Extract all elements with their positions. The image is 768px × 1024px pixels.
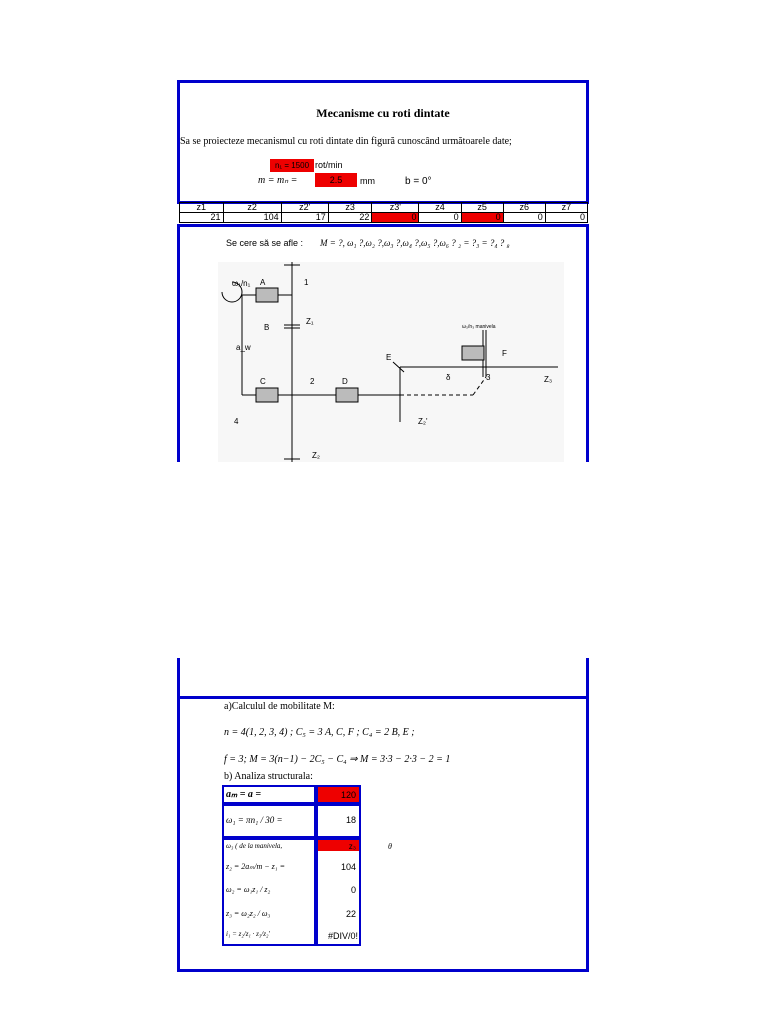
z-table xyxy=(179,202,588,223)
fig-label-omega3: ω₃/n₃ manivela xyxy=(462,324,496,330)
page-title: Mecanisme cu roti dintate xyxy=(316,106,450,120)
analysis-value: 18 xyxy=(345,815,356,825)
fig-label-aw: a_w xyxy=(236,343,251,352)
z-value-cell[interactable]: 0 xyxy=(419,213,461,223)
z-header: z2' xyxy=(281,203,328,213)
z-value-cell[interactable]: 21 xyxy=(180,213,224,223)
section-b-heading: b) Analiza structurala: xyxy=(224,771,313,782)
fig-label-3: 3 xyxy=(486,373,491,382)
page2-right-border xyxy=(586,658,589,972)
separator-line xyxy=(177,224,589,227)
analysis-label: ω₃ ( de la manivela, xyxy=(226,842,283,850)
m-unit: mm xyxy=(360,176,375,186)
theta-symbol: θ xyxy=(388,842,392,851)
fig-label-E: E xyxy=(386,353,392,362)
z-header: z7 xyxy=(545,203,587,213)
analysis-label: aₘ = a = xyxy=(226,789,262,800)
z-value-cell[interactable]: 0 xyxy=(503,213,545,223)
analysis-label: z₂ = 2aₘ/m − z₁ = xyxy=(226,862,285,871)
analysis-label: ω₁ = πn₁ / 30 = xyxy=(226,815,283,825)
z-value-cell[interactable]: 22 xyxy=(328,213,372,223)
analysis-label: i₁ = z₂/z₁ · z₃/z₂' xyxy=(226,930,270,938)
fig-label-1: 1 xyxy=(304,278,309,287)
fig-label-delta: δ xyxy=(446,373,451,382)
z-value-cell[interactable]: 0 xyxy=(461,213,503,223)
fig-label-D: D xyxy=(342,377,348,386)
analysis-value: 22 xyxy=(345,909,356,919)
analysis-value: 104 xyxy=(340,862,356,872)
m-value-input[interactable]: 2.5 xyxy=(315,173,357,187)
right-border xyxy=(586,224,589,462)
fig-label-z2: Z₂ xyxy=(312,451,320,460)
fig-label-z3: Z₃ xyxy=(544,375,553,384)
mobility-formula-2: f = 3; M = 3(n−1) − 2C₅ − C₄ ⇒ M = 3·3 − 2·3 − 2 = 1 xyxy=(224,754,451,765)
z-value-cell[interactable]: 0 xyxy=(372,213,419,223)
fig-label-omega1: ω₁/n₁ xyxy=(232,279,251,288)
z-header: z4 xyxy=(419,203,461,213)
z-header: z5 xyxy=(461,203,503,213)
z-header-row xyxy=(180,203,588,213)
z-header: z6 xyxy=(503,203,545,213)
z-header: z3' xyxy=(372,203,419,213)
gear-mechanism-figure xyxy=(218,262,564,462)
fig-label-z2p: Z₂' xyxy=(418,417,428,426)
analysis-value: 120 xyxy=(340,790,356,800)
fig-label-B: B xyxy=(264,323,270,332)
fig-label-4: 4 xyxy=(234,417,239,426)
n1-input[interactable]: n₁ = 1500 xyxy=(270,159,314,172)
n1-unit: rot/min xyxy=(315,160,343,170)
z-header: z2 xyxy=(223,203,281,213)
analysis-value: #DIV/0! xyxy=(327,931,358,941)
z-value-cell[interactable]: 17 xyxy=(281,213,328,223)
analysis-label: z₃ = ω₂z₂ / ω₃ xyxy=(226,909,271,918)
analysis-value: 0 xyxy=(350,885,356,895)
left-border xyxy=(177,224,180,462)
fig-label-C: C xyxy=(260,377,266,386)
section-a-heading: a)Calculul de mobilitate M: xyxy=(224,701,335,712)
cerinta-label: Se cere să se afle : xyxy=(226,238,304,248)
z-value-row xyxy=(180,213,588,223)
fig-label-2: 2 xyxy=(310,377,315,386)
z-header: z1 xyxy=(180,203,224,213)
fig-label-z1: Z₁ xyxy=(306,317,314,326)
intro-text: Sa se proiecteze mecanismul cu roti dintate din figură cunoscând următoarele date; xyxy=(180,136,512,147)
fig-label-A: A xyxy=(260,278,266,287)
m-label: m = mₙ = xyxy=(258,175,298,186)
z-value-cell[interactable]: 104 xyxy=(223,213,281,223)
z-header: z3 xyxy=(328,203,372,213)
fig-label-F: F xyxy=(502,349,507,358)
mobility-formula-1: n = 4(1, 2, 3, 4) ; C₅ = 3 A, C, F ; C₄ = 2 B, E ; xyxy=(224,727,415,738)
page2-bottom-border xyxy=(177,969,589,972)
page2-separator xyxy=(177,696,589,699)
analysis-label: ω₂ = ω₁z₁ / z₂ xyxy=(226,885,271,894)
beta-label: b = 0° xyxy=(405,176,432,187)
page2-left-border xyxy=(177,658,180,972)
analysis-value: z₃ xyxy=(348,842,356,851)
z-value-cell[interactable]: 0 xyxy=(545,213,587,223)
cerinta-math: M = ?, ω₁ ?,ω₂ ?,ω₃ ?,ω₄ ?,ω₅ ?,ω₆ ? ₂ = ?₃ = ?₄ ? ₈ xyxy=(320,238,510,248)
